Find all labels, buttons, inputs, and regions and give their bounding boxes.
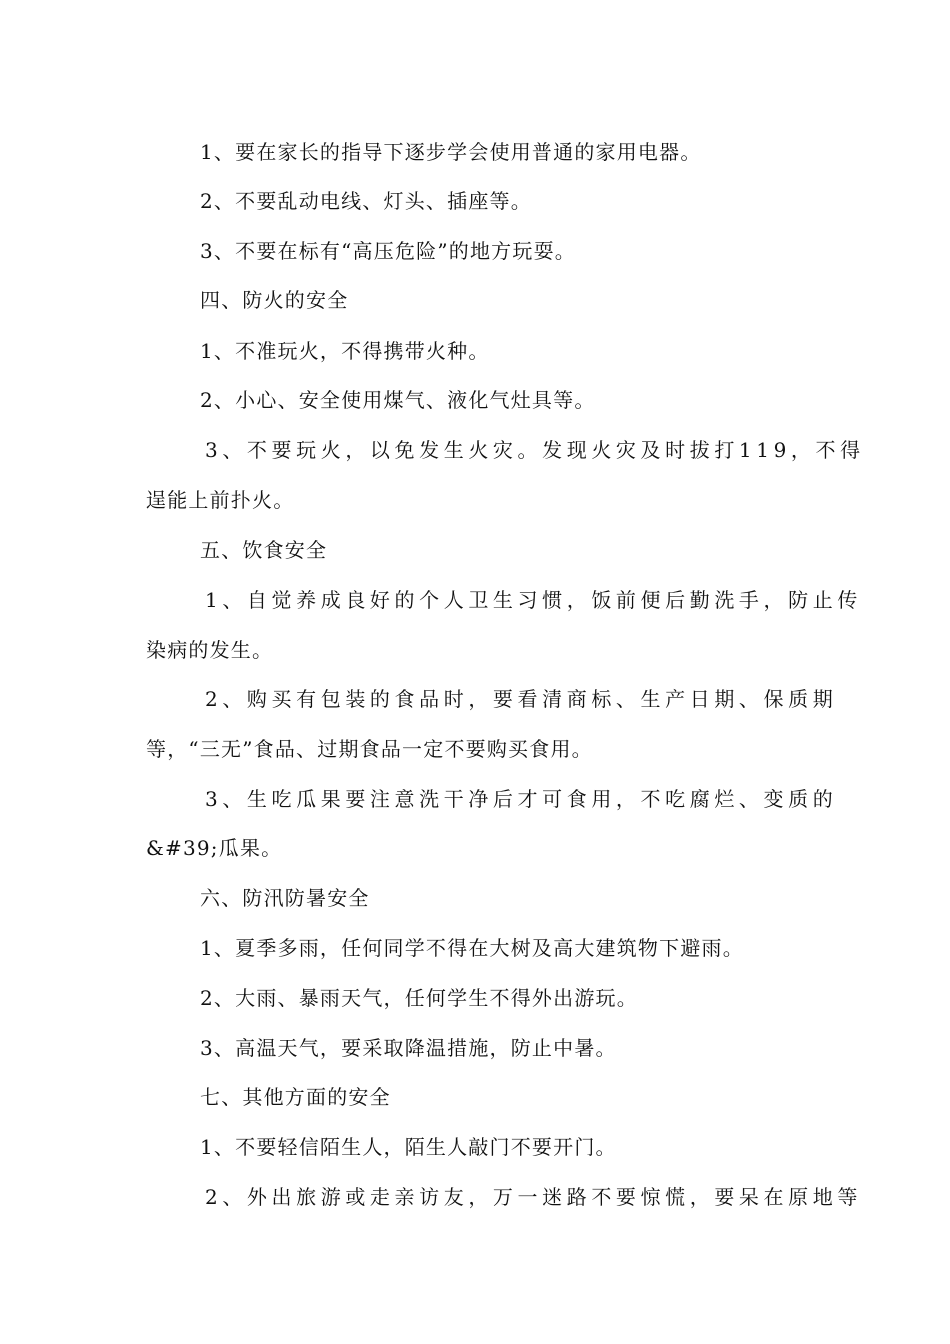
text-line: 2、不要乱动电线、灯头、插座等。: [200, 189, 532, 213]
text-line: 2、小心、安全使用煤气、液化气灶具等。: [200, 388, 596, 412]
text-line: 2、外出旅游或走亲访友，万一迷路不要惊慌，要呆在原地等: [205, 1185, 862, 1209]
text-line: 1、不要轻信陌生人，陌生人敲门不要开门。: [200, 1135, 617, 1159]
text-line: 3、不要玩火，以免发生火灾。发现火灾及时拔打119，不得: [205, 438, 865, 462]
section-heading: 四、防火的安全: [200, 288, 349, 312]
text-line: 1、要在家长的指导下逐步学会使用普通的家用电器。: [200, 140, 702, 164]
text-line: 1、自觉养成良好的个人卫生习惯，饭前便后勤洗手，防止传: [205, 588, 862, 612]
text-line: 2、购买有包装的食品时，要看清商标、生产日期、保质期: [205, 687, 838, 711]
text-line: 3、生吃瓜果要注意洗干净后才可食用，不吃腐烂、变质的: [205, 787, 838, 811]
section-heading: 七、其他方面的安全: [200, 1085, 391, 1109]
text-line: 3、不要在标有“高压危险”的地方玩耍。: [200, 239, 576, 263]
section-heading: 六、防汛防暑安全: [200, 886, 370, 910]
text-line: 逞能上前扑火。: [146, 488, 295, 512]
text-line: 3、高温天气，要采取降温措施，防止中暑。: [200, 1036, 617, 1060]
text-line: 染病的发生。: [146, 638, 274, 662]
text-line: 1、不准玩火，不得携带火种。: [200, 339, 490, 363]
text-line: 等，“三无”食品、过期食品一定不要购买食用。: [146, 737, 593, 761]
text-line: &#39;瓜果。: [146, 836, 283, 860]
section-heading: 五、饮食安全: [200, 538, 328, 562]
text-line: 1、夏季多雨，任何同学不得在大树及高大建筑物下避雨。: [200, 936, 744, 960]
text-line: 2、大雨、暴雨天气，任何学生不得外出游玩。: [200, 986, 638, 1010]
